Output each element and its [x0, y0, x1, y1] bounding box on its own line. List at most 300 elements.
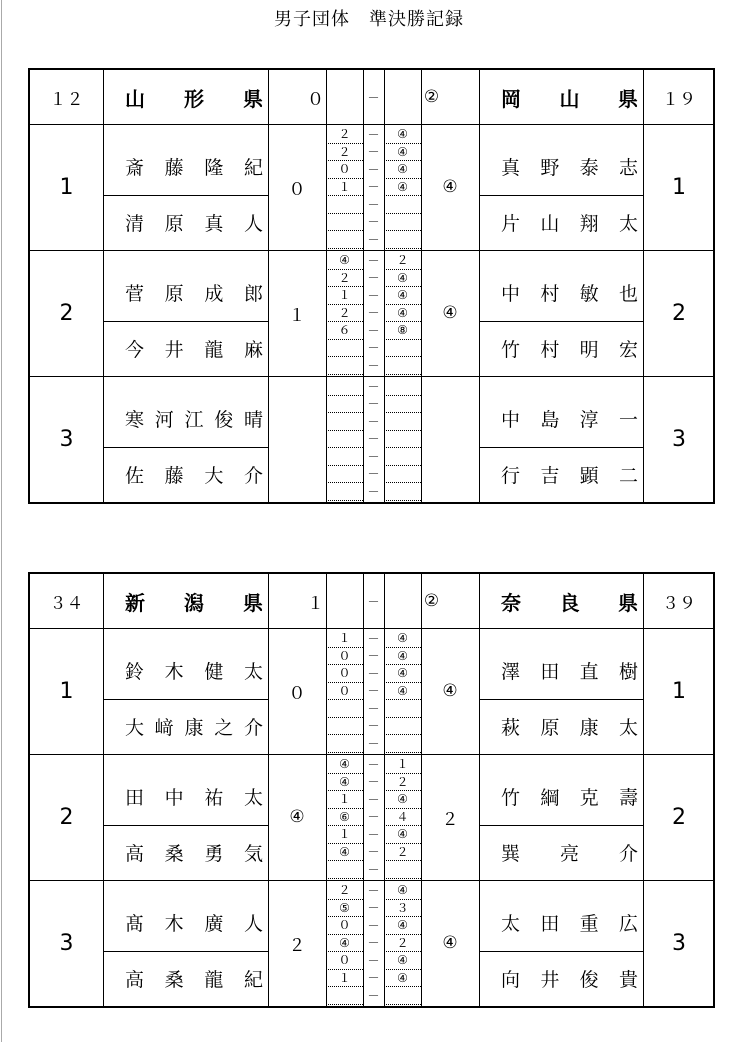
- game-score-right: [384, 431, 421, 449]
- left-bout-result: １: [288, 305, 306, 326]
- game-score-right: ④: [384, 126, 421, 144]
- game-score-left: １: [326, 826, 363, 844]
- game-score-left: １: [326, 179, 363, 197]
- score-separator: －: [367, 594, 380, 609]
- right-player-name: [479, 447, 643, 502]
- name-char: 明: [579, 339, 599, 361]
- game-score-left: [326, 700, 363, 718]
- name-char: 県: [243, 590, 263, 615]
- game-score-dash: －: [367, 953, 380, 968]
- name-char: 島: [540, 409, 560, 431]
- right-player-name: [479, 768, 643, 825]
- game-score-right: ４: [384, 809, 421, 827]
- game-score-dash: －: [367, 936, 380, 951]
- right-player-name: [479, 390, 643, 447]
- right-player-name: [479, 894, 643, 951]
- game-score-right: [384, 700, 421, 718]
- bout-number-left: 3: [59, 930, 74, 956]
- right-bout-result: ２: [441, 809, 459, 830]
- name-char: 顕: [579, 465, 599, 487]
- name-char: 綱: [540, 787, 560, 809]
- name-char: 県: [243, 86, 263, 111]
- name-char: 田: [540, 661, 560, 683]
- row-divider: [30, 880, 713, 881]
- game-score-right: [384, 718, 421, 736]
- name-char: 之: [214, 717, 234, 739]
- name-char: 健: [204, 661, 224, 683]
- bout-number-left: 1: [59, 174, 74, 200]
- name-char: 広: [618, 913, 638, 935]
- name-char: 斎: [125, 157, 145, 179]
- game-score-dash: －: [367, 631, 380, 646]
- name-char: 佐: [125, 465, 145, 487]
- name-char: 大: [204, 465, 224, 487]
- name-char: 俊: [214, 409, 234, 431]
- name-char: 菅: [125, 283, 145, 305]
- name-char: 岡: [501, 86, 521, 111]
- game-score-left: [326, 431, 363, 449]
- name-char: 真: [204, 213, 224, 235]
- name-char: 高: [125, 969, 145, 991]
- game-score-left: ０: [326, 648, 363, 666]
- name-char: 鈴: [125, 661, 145, 683]
- left-team-score: １: [307, 593, 324, 614]
- game-score-right: ３: [384, 900, 421, 918]
- game-score-left: ２: [326, 270, 363, 288]
- left-team-number: １２: [49, 89, 84, 110]
- game-score-left: [326, 396, 363, 414]
- name-char: 大: [125, 717, 145, 739]
- left-player-name: [103, 768, 268, 825]
- game-score-right: [384, 214, 421, 232]
- row-divider: [30, 754, 713, 755]
- score-table: [28, 68, 715, 504]
- name-char: 山: [559, 86, 580, 111]
- game-score-left: [326, 483, 363, 501]
- game-score-right: [384, 448, 421, 466]
- name-char: 村: [540, 283, 560, 305]
- name-char: 野: [540, 157, 560, 179]
- left-player-name: [103, 138, 268, 195]
- right-bout-result: ④: [442, 303, 458, 323]
- game-score-right: [384, 196, 421, 214]
- name-char: 村: [540, 339, 560, 361]
- game-score-right: ④: [384, 917, 421, 935]
- right-player-name: [479, 321, 643, 376]
- game-score-left: ④: [326, 756, 363, 774]
- game-score-left: [326, 231, 363, 249]
- name-char: 廣: [204, 913, 224, 935]
- name-char: 片: [501, 213, 521, 235]
- game-score-dash: －: [367, 845, 380, 860]
- game-score-dash: －: [367, 901, 380, 916]
- name-char: 吉: [540, 465, 560, 487]
- right-player-name: [479, 642, 643, 699]
- name-char: 新: [125, 590, 145, 615]
- name-char: 二: [618, 465, 638, 487]
- game-score-dash: －: [367, 988, 380, 1003]
- game-score-right: [384, 231, 421, 249]
- name-char: 也: [618, 283, 638, 305]
- right-team-number: ３９: [662, 593, 696, 614]
- game-score-dash: －: [367, 666, 380, 681]
- game-score-right: ④: [384, 791, 421, 809]
- game-score-dash: －: [367, 397, 380, 412]
- game-score-left: ２: [326, 305, 363, 323]
- right-player-name: [479, 951, 643, 1006]
- game-score-left: ６: [326, 322, 363, 340]
- game-score-right: ④: [384, 287, 421, 305]
- game-score-right: [384, 987, 421, 1005]
- game-score-right: ④: [384, 648, 421, 666]
- game-score-right: ⑧: [384, 322, 421, 340]
- game-score-dash: －: [367, 701, 380, 716]
- right-team-score: ②: [423, 87, 440, 107]
- game-score-dash: －: [367, 736, 380, 751]
- name-char: 桑: [164, 969, 184, 991]
- left-team-number: ３４: [49, 593, 84, 614]
- name-char: 中: [164, 787, 184, 809]
- name-char: 高: [125, 843, 145, 865]
- right-team-score: ②: [423, 591, 440, 611]
- game-score-dash: －: [367, 467, 380, 482]
- game-score-dash: －: [367, 971, 380, 986]
- game-score-left: ０: [326, 917, 363, 935]
- game-score-left: ④: [326, 935, 363, 953]
- bout-number-left: 3: [59, 426, 74, 452]
- bout-number-left: 1: [59, 678, 74, 704]
- name-char: 太: [243, 787, 263, 809]
- game-score-left: [326, 448, 363, 466]
- right-player-name: [479, 195, 643, 250]
- game-score-left: ０: [326, 665, 363, 683]
- left-player-name: [103, 321, 268, 376]
- name-char: 直: [579, 661, 599, 683]
- left-team-name: [103, 70, 268, 124]
- game-score-right: ２: [384, 252, 421, 270]
- game-score-dash: －: [367, 684, 380, 699]
- game-score-dash: －: [367, 162, 380, 177]
- game-score-dash: －: [367, 253, 380, 268]
- name-char: 井: [540, 969, 560, 991]
- name-char: 清: [125, 213, 145, 235]
- name-char: 紀: [243, 969, 263, 991]
- name-char: 河: [154, 409, 174, 431]
- row-divider: [30, 124, 713, 125]
- name-char: 紀: [243, 157, 263, 179]
- game-score-dash: －: [367, 449, 380, 464]
- game-score-left: １: [326, 791, 363, 809]
- name-char: 志: [618, 157, 638, 179]
- game-score-dash: －: [367, 379, 380, 394]
- name-char: 敏: [579, 283, 599, 305]
- name-char: 人: [243, 213, 263, 235]
- game-score-right: [384, 413, 421, 431]
- name-char: 山: [540, 213, 560, 235]
- bout-number-right: 1: [672, 174, 686, 200]
- game-score-left: [326, 357, 363, 375]
- game-score-dash: －: [367, 810, 380, 825]
- name-char: 奈: [501, 590, 521, 615]
- game-score-left: ０: [326, 683, 363, 701]
- name-char: 介: [618, 843, 638, 865]
- name-char: 重: [579, 913, 599, 935]
- game-score-right: ④: [384, 144, 421, 162]
- game-score-left: ０: [326, 952, 363, 970]
- name-char: 泰: [579, 157, 599, 179]
- game-score-dash: －: [367, 197, 380, 212]
- game-score-left: [326, 466, 363, 484]
- name-char: 良: [559, 590, 580, 615]
- name-char: 藤: [164, 157, 184, 179]
- left-team-name: [103, 574, 268, 628]
- game-score-dash: －: [367, 484, 380, 499]
- name-char: 龍: [204, 969, 224, 991]
- bout-number-left: 2: [59, 804, 74, 830]
- game-score-left: [326, 718, 363, 736]
- name-char: 気: [243, 843, 263, 865]
- game-score-right: [384, 466, 421, 484]
- left-player-name: [103, 264, 268, 321]
- game-score-left: ④: [326, 252, 363, 270]
- match-2: [28, 572, 715, 1008]
- row-divider: [30, 250, 713, 251]
- game-score-dash: －: [367, 215, 380, 230]
- match-1: [28, 68, 715, 504]
- game-score-left: [326, 340, 363, 358]
- name-char: 貴: [618, 969, 638, 991]
- game-score-left: １: [326, 287, 363, 305]
- name-char: 中: [501, 283, 521, 305]
- name-char: 樹: [618, 661, 638, 683]
- game-score-right: [384, 735, 421, 753]
- game-score-dash: －: [367, 341, 380, 356]
- name-char: 亮: [559, 843, 579, 865]
- left-bout-result: ④: [289, 807, 305, 827]
- game-score-left: [326, 214, 363, 232]
- name-char: 今: [125, 339, 145, 361]
- right-bout-result: ④: [442, 177, 458, 197]
- name-char: 祐: [204, 787, 224, 809]
- name-char: 田: [125, 787, 145, 809]
- name-char: 形: [184, 86, 204, 111]
- left-player-name: [103, 195, 268, 250]
- game-score-right: ④: [384, 826, 421, 844]
- game-score-dash: －: [367, 775, 380, 790]
- game-score-right: ④: [384, 683, 421, 701]
- name-char: 萩: [501, 717, 521, 739]
- game-score-right: [384, 483, 421, 501]
- name-char: 一: [618, 409, 638, 431]
- name-char: 藤: [164, 465, 184, 487]
- game-score-left: ０: [326, 161, 363, 179]
- game-score-dash: －: [367, 414, 380, 429]
- right-bout-result: ④: [442, 681, 458, 701]
- right-bout-result: ④: [442, 933, 458, 953]
- name-char: 龍: [204, 339, 224, 361]
- name-char: 澤: [501, 661, 521, 683]
- name-char: 向: [501, 969, 521, 991]
- game-score-left: ２: [326, 144, 363, 162]
- name-char: 淳: [579, 409, 599, 431]
- game-score-left: ⑤: [326, 900, 363, 918]
- name-char: 麻: [243, 339, 263, 361]
- score-table: [28, 572, 715, 1008]
- name-char: 潟: [184, 590, 204, 615]
- game-score-dash: －: [367, 232, 380, 247]
- name-char: 宏: [618, 339, 638, 361]
- name-char: 原: [540, 717, 560, 739]
- left-bout-result: ０: [288, 683, 306, 704]
- game-score-right: ④: [384, 270, 421, 288]
- game-score-right: ④: [384, 161, 421, 179]
- game-score-dash: －: [367, 145, 380, 160]
- game-score-right: ④: [384, 305, 421, 323]
- bout-number-right: 3: [672, 426, 686, 452]
- game-score-right: [384, 396, 421, 414]
- game-score-right: １: [384, 756, 421, 774]
- game-score-dash: －: [367, 792, 380, 807]
- game-score-dash: －: [367, 827, 380, 842]
- bout-number-right: 3: [672, 930, 686, 956]
- name-char: 俊: [579, 969, 599, 991]
- game-score-left: [326, 987, 363, 1005]
- right-team-name: [479, 70, 643, 124]
- left-bout-result: ０: [288, 179, 306, 200]
- name-char: 髙: [125, 913, 145, 935]
- name-char: 巽: [501, 843, 521, 865]
- left-player-name: [103, 642, 268, 699]
- name-char: 竹: [501, 339, 521, 361]
- name-char: 原: [164, 283, 184, 305]
- name-char: 真: [501, 157, 521, 179]
- game-score-dash: －: [367, 323, 380, 338]
- game-score-left: ⑥: [326, 809, 363, 827]
- game-score-right: ④: [384, 665, 421, 683]
- left-team-score: ０: [307, 89, 324, 110]
- game-score-dash: －: [367, 649, 380, 664]
- game-score-dash: －: [367, 862, 380, 877]
- name-char: 隆: [204, 157, 224, 179]
- name-char: 県: [618, 590, 638, 615]
- name-char: 康: [184, 717, 204, 739]
- game-score-right: ④: [384, 882, 421, 900]
- game-score-right: [384, 861, 421, 879]
- name-char: 井: [164, 339, 184, 361]
- game-score-dash: －: [367, 127, 380, 142]
- name-char: 﨑: [154, 717, 174, 739]
- game-score-right: [384, 378, 421, 396]
- name-char: 原: [164, 213, 184, 235]
- page-left-rule: [1, 0, 2, 1042]
- right-team-name: [479, 574, 643, 628]
- name-char: 成: [204, 283, 224, 305]
- game-score-dash: －: [367, 918, 380, 933]
- name-char: 晴: [243, 409, 263, 431]
- game-score-left: [326, 378, 363, 396]
- name-char: 竹: [501, 787, 521, 809]
- score-separator: －: [367, 90, 380, 105]
- name-char: 勇: [204, 843, 224, 865]
- row-divider: [30, 376, 713, 377]
- game-score-left: [326, 861, 363, 879]
- left-bout-result: ２: [288, 935, 306, 956]
- left-player-name: [103, 951, 268, 1006]
- name-char: 太: [618, 213, 638, 235]
- bout-number-right: 1: [672, 678, 686, 704]
- game-score-dash: －: [367, 306, 380, 321]
- name-char: 寒: [125, 409, 145, 431]
- game-score-right: ④: [384, 179, 421, 197]
- left-player-name: [103, 447, 268, 502]
- name-char: 太: [618, 717, 638, 739]
- name-char: 江: [184, 409, 204, 431]
- name-char: 介: [243, 717, 263, 739]
- name-char: 郎: [243, 283, 263, 305]
- game-score-left: [326, 196, 363, 214]
- game-score-dash: －: [367, 757, 380, 772]
- name-char: 県: [618, 86, 638, 111]
- game-score-dash: －: [367, 358, 380, 373]
- game-score-dash: －: [367, 432, 380, 447]
- name-char: 桑: [164, 843, 184, 865]
- name-char: 木: [164, 661, 184, 683]
- name-char: 山: [125, 86, 145, 111]
- name-char: 介: [243, 465, 263, 487]
- game-score-right: ２: [384, 935, 421, 953]
- game-score-left: ④: [326, 774, 363, 792]
- bout-number-right: 2: [672, 300, 686, 326]
- name-char: 壽: [618, 787, 638, 809]
- row-divider: [30, 628, 713, 629]
- game-score-left: １: [326, 970, 363, 988]
- name-char: 中: [501, 409, 521, 431]
- game-score-right: ２: [384, 844, 421, 862]
- bout-number-left: 2: [59, 300, 74, 326]
- left-player-name: [103, 390, 268, 447]
- name-char: 田: [540, 913, 560, 935]
- left-bout-result: [268, 376, 326, 502]
- name-char: 克: [579, 787, 599, 809]
- name-char: 康: [579, 717, 599, 739]
- game-score-left: [326, 413, 363, 431]
- game-score-dash: －: [367, 719, 380, 734]
- left-player-name: [103, 699, 268, 754]
- right-player-name: [479, 264, 643, 321]
- right-player-name: [479, 699, 643, 754]
- game-score-right: ２: [384, 774, 421, 792]
- right-player-name: [479, 138, 643, 195]
- name-char: 太: [501, 913, 521, 935]
- left-player-name: [103, 825, 268, 880]
- game-score-left: [326, 735, 363, 753]
- game-score-dash: －: [367, 883, 380, 898]
- game-score-right: [384, 340, 421, 358]
- game-score-right: ④: [384, 630, 421, 648]
- game-score-left: ④: [326, 844, 363, 862]
- game-score-dash: －: [367, 271, 380, 286]
- game-score-right: ④: [384, 952, 421, 970]
- left-player-name: [103, 894, 268, 951]
- game-score-right: ④: [384, 970, 421, 988]
- name-char: 翔: [579, 213, 599, 235]
- bout-number-right: 2: [672, 804, 686, 830]
- name-char: 太: [243, 661, 263, 683]
- right-player-name: [479, 825, 643, 880]
- game-score-dash: －: [367, 288, 380, 303]
- right-bout-result: [421, 376, 479, 502]
- name-char: 木: [164, 913, 184, 935]
